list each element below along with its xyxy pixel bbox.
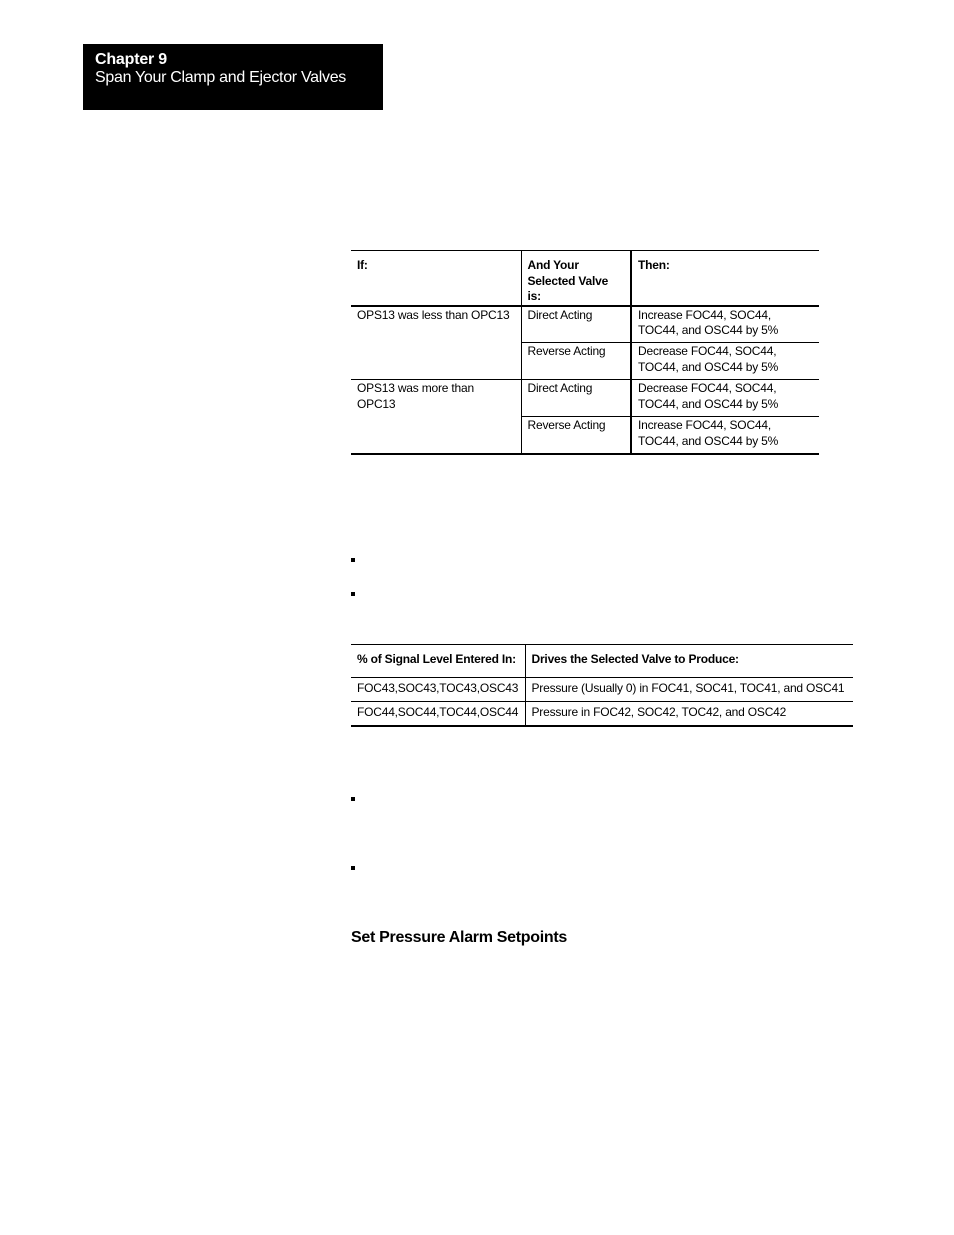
header-then: Then:	[631, 251, 819, 306]
cell-entered: FOC44,SOC44,TOC44,OSC44	[357, 705, 519, 719]
cell-produce: Pressure in FOC42, SOC42, TOC42, and OSC42	[525, 702, 853, 726]
cell-if: OPS13 was more than OPC13	[357, 381, 474, 411]
bullet-marker	[351, 592, 355, 596]
cell-then: Increase FOC44, SOC44, TOC44, and OSC44 by 5%	[631, 306, 819, 343]
chapter-number: Chapter 9	[95, 51, 167, 68]
section-heading: Set Pressure Alarm Setpoints	[351, 929, 567, 946]
bullet-marker	[351, 558, 355, 562]
cell-produce: Pressure (Usually 0) in FOC41, SOC41, TOC41, and OSC41	[525, 678, 853, 702]
table-header-row	[351, 645, 853, 678]
cell-then: Decrease FOC44, SOC44, TOC44, and OSC44 by 5%	[631, 343, 819, 380]
cell-valve: Direct Acting	[521, 306, 631, 343]
chapter-header	[83, 44, 383, 110]
cell-then: Increase FOC44, SOC44, TOC44, and OSC44 by 5%	[631, 417, 819, 454]
signal-level-table	[351, 644, 853, 727]
table-row	[351, 702, 853, 726]
cell-if: OPS13 was less than OPC13	[351, 306, 521, 380]
table-header-row	[351, 251, 819, 306]
header-valve: And Your Selected Valve is:	[521, 251, 631, 306]
cell-valve: Reverse Acting	[521, 343, 631, 380]
header-signal-level: % of Signal Level Entered In:	[351, 645, 525, 678]
valve-adjustment-table	[351, 250, 819, 455]
bullet-marker	[351, 866, 355, 870]
header-if: If:	[351, 251, 521, 306]
table-row	[351, 306, 819, 343]
header-drives-valve: Drives the Selected Valve to Produce:	[525, 645, 853, 678]
cell-entered: FOC43,SOC43,TOC43,OSC43	[351, 678, 525, 702]
table-row	[351, 678, 853, 702]
table-row	[351, 380, 819, 417]
chapter-title: Span Your Clamp and Ejector Valves	[95, 69, 346, 86]
cell-valve: Direct Acting	[521, 380, 631, 417]
bullet-marker	[351, 797, 355, 801]
cell-then: Decrease FOC44, SOC44, TOC44, and OSC44 by 5%	[631, 380, 819, 417]
cell-valve: Reverse Acting	[521, 417, 631, 454]
